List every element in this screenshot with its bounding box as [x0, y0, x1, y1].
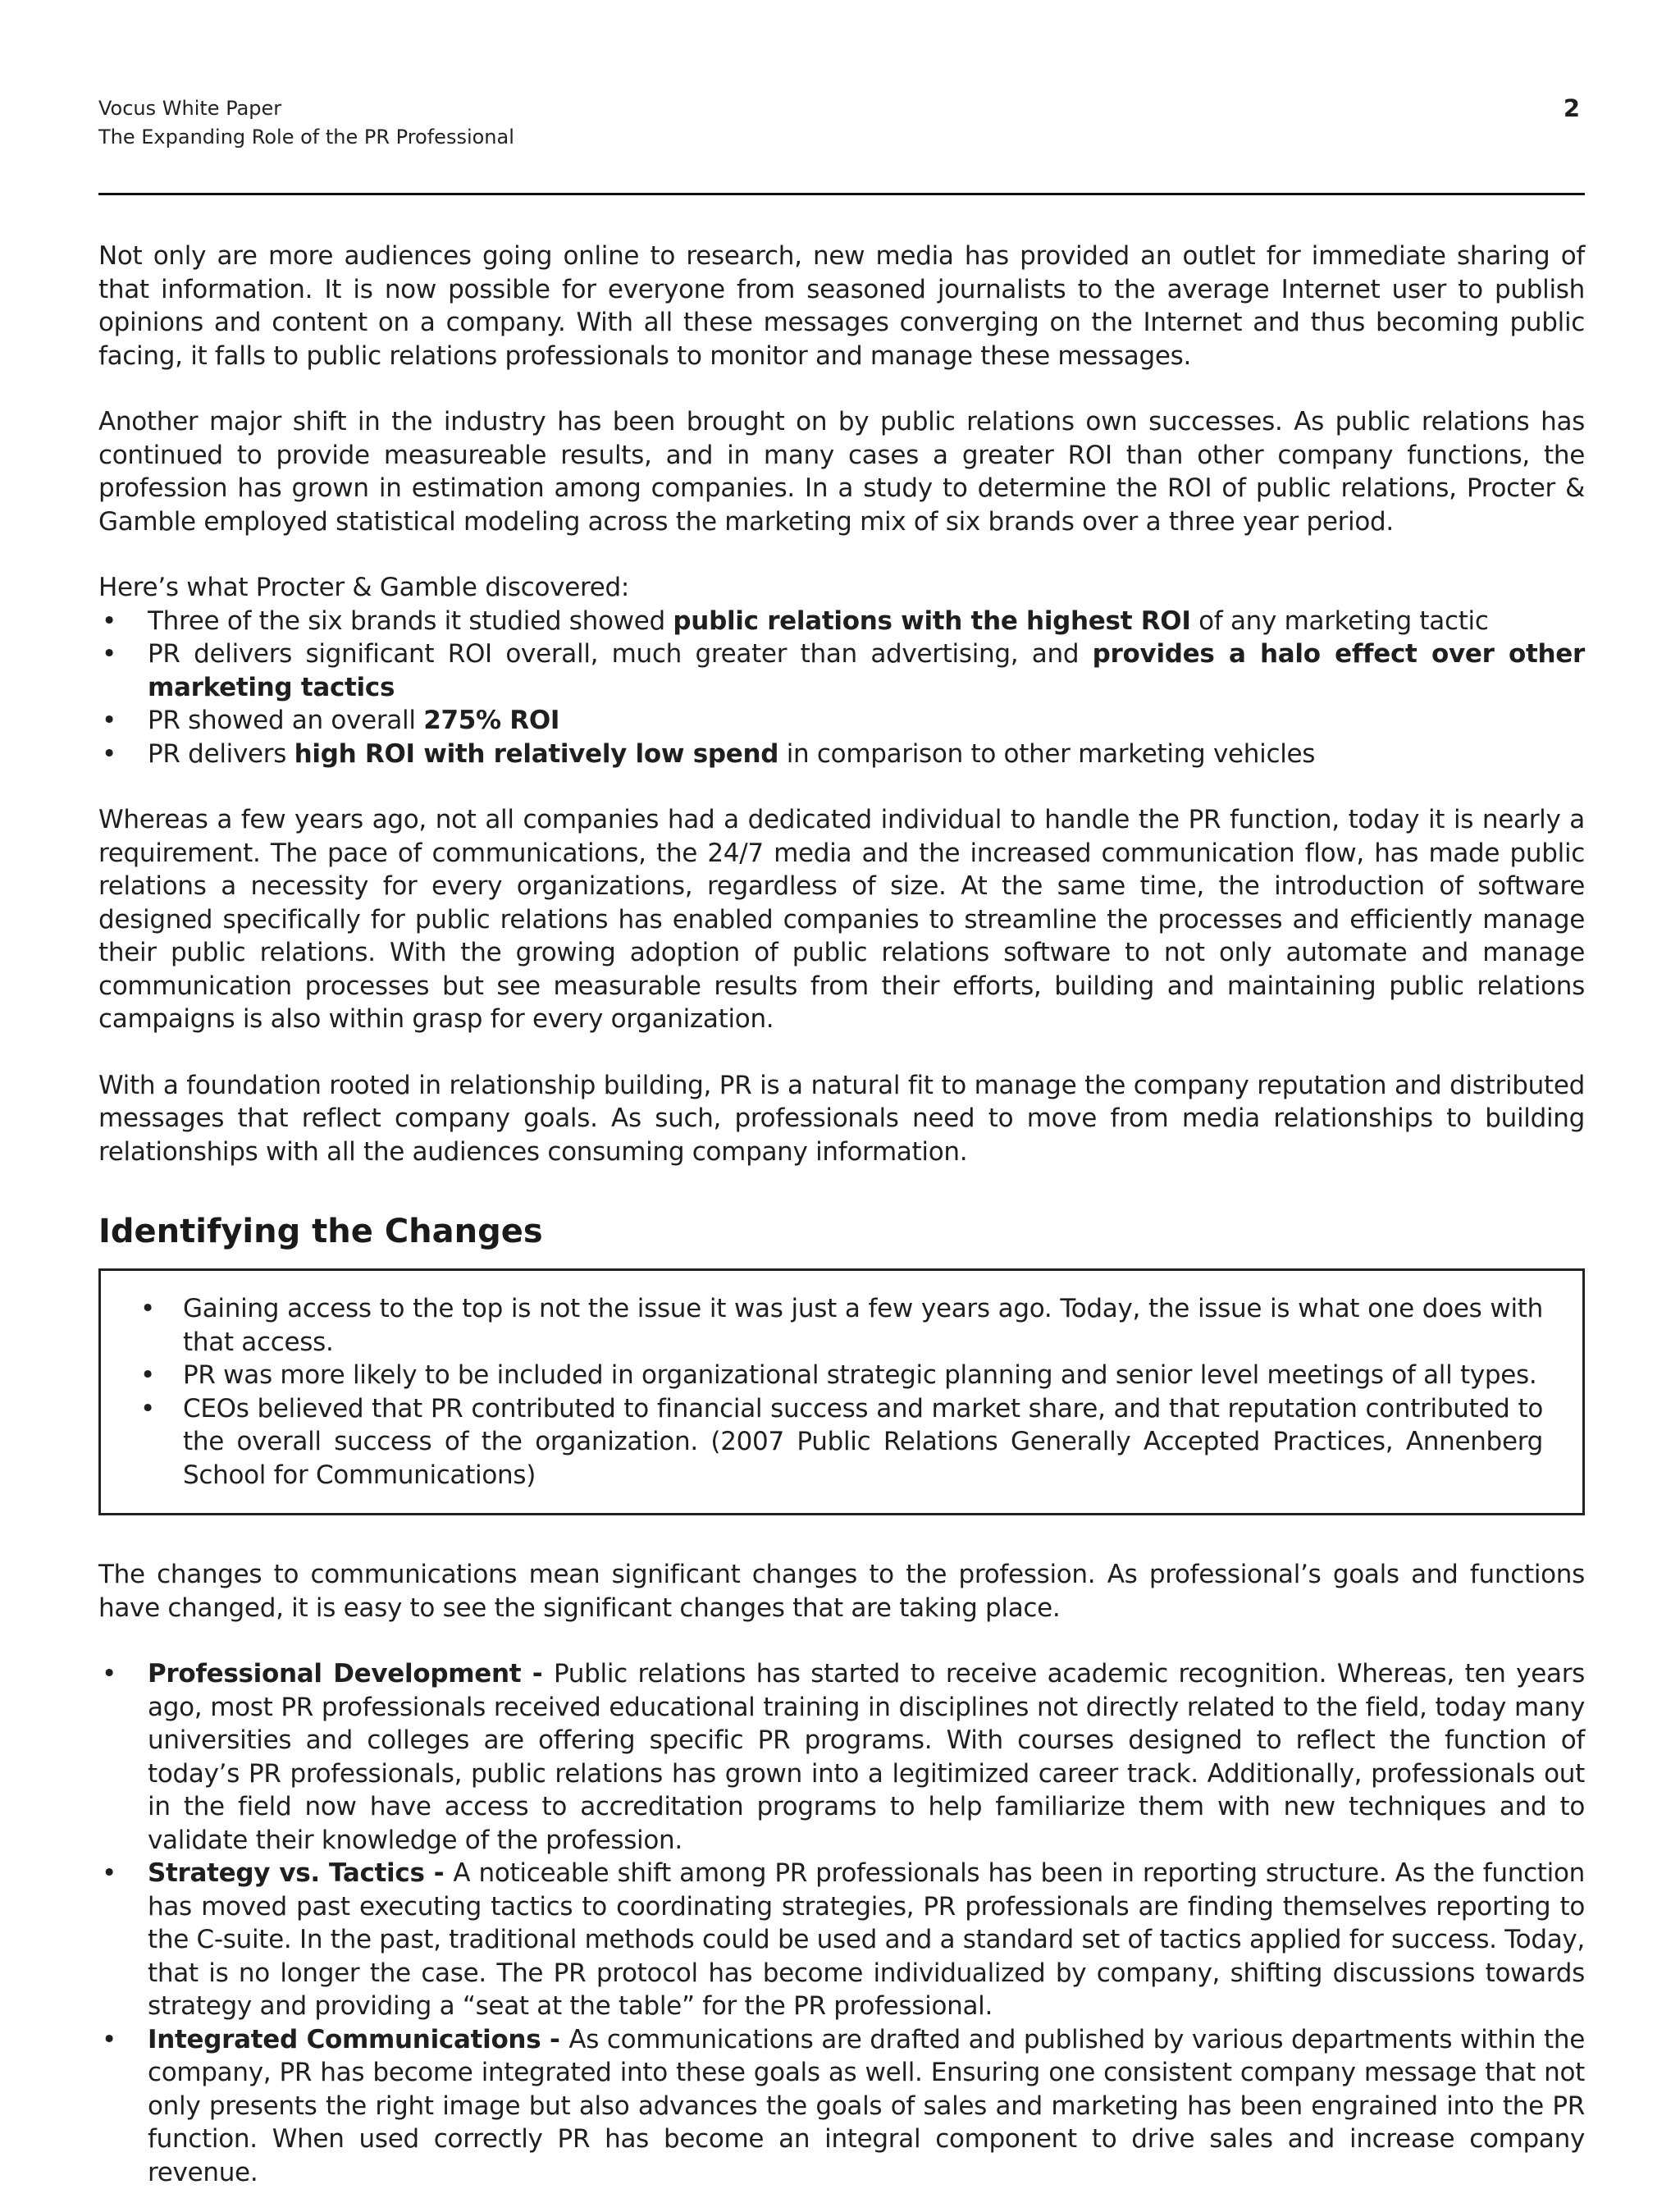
- list-item: • PR was more likely to be included in organizational strategic planning and senior level meetings of all types.: [137, 1359, 1543, 1392]
- list-item: • Gaining access to the top is not the issue it was just a few years ago. Today, the issue is what one does with that access.: [137, 1292, 1543, 1359]
- header-title: The Expanding Role of the PR Professional: [98, 123, 1585, 152]
- list-item: • PR showed an overall 275% ROI: [98, 704, 1585, 738]
- bullet-glyph: •: [102, 2023, 126, 2057]
- paragraph-changes-intro: The changes to communications mean significant changes to the profession. As professional’s goals and functions have changed, it is easy to see the significant changes that are taking place.: [98, 1558, 1585, 1625]
- list-item: • PR delivers high ROI with relatively low spend in comparison to other marketing vehicles: [98, 738, 1585, 771]
- bullet-glyph: •: [102, 1657, 126, 1691]
- bullet-glyph: •: [102, 738, 126, 771]
- header-publication: Vocus White Paper: [98, 94, 1585, 123]
- bullet-glyph: •: [140, 1292, 165, 1326]
- callout-box: [98, 1268, 1585, 1515]
- list-item: • Professional Development - Public relations has started to receive academic recognition. Whereas, ten years ago, most PR professionals received educational training in disciplines not directly related to the field, today many universities and colleges are offering specific PR programs. With courses designed to reflect the function of today’s PR professionals, public relations has grown into a legitimized career track. Additionally, professionals out in the field now have access to accreditation programs to help familiarize them with new techniques and to validate their knowledge of the profession.: [98, 1657, 1585, 1857]
- page-header: [98, 94, 1585, 152]
- paragraph-relationship-building: With a foundation rooted in relationship building, PR is a natural fit to manage the company reputation and distributed messages that reflect company goals. As such, professionals need to move from media relationships to building relationships with all the audiences consuming company information.: [98, 1069, 1585, 1169]
- pg-findings-list: [98, 605, 1585, 771]
- bullet-glyph: •: [102, 704, 126, 738]
- bullet-glyph: •: [102, 605, 126, 638]
- bullet-glyph: •: [140, 1392, 165, 1426]
- page-body: [98, 240, 1585, 2189]
- list-item: • CEOs believed that PR contributed to financial success and market share, and that reputation contributed to the overall success of the organization. (2007 Public Relations Generally Accepted Practices, Annenberg School for Communications): [137, 1392, 1543, 1492]
- section-heading: Identifying the Changes: [98, 1209, 1585, 1254]
- change-title: Integrated Communications -: [148, 2025, 568, 2054]
- bullet-glyph: •: [102, 638, 126, 671]
- list-item: • PR delivers significant ROI overall, much greater than advertising, and provides a halo effect over other marketing tactics: [98, 638, 1585, 704]
- changes-list: [98, 1657, 1585, 2189]
- page-number: 2: [1564, 94, 1580, 122]
- paragraph-dedicated-pr: Whereas a few years ago, not all companies had a dedicated individual to handle the PR function, today it is nearly a requirement. The pace of communications, the 24/7 media and the increased communication flow, has made public relations a necessity for every organizations, regardless of size. At the same time, the introduction of software designed specifically for public relations has enabled companies to streamline the processes and efficiently manage their public relations. With the growing adoption of public relations software to not only automate and manage communication processes but see measurable results from their efforts, building and maintaining public relations campaigns is also within grasp for every organization.: [98, 803, 1585, 1036]
- bullet-glyph: •: [140, 1359, 165, 1392]
- paragraph-pg-intro: Here’s what Procter & Gamble discovered:: [98, 571, 1585, 605]
- change-title: Professional Development -: [148, 1659, 554, 1689]
- header-divider: [98, 193, 1585, 195]
- callout-list: [137, 1292, 1543, 1492]
- change-title: Strategy vs. Tactics -: [148, 1858, 453, 1888]
- paragraph-new-media: Not only are more audiences going online to research, new media has provided an outlet for immediate sharing of that information. It is now possible for everyone from seasoned journalists to the average Internet user to publish opinions and content on a company. With all these messages converging on the Internet and thus becoming public facing, it falls to public relations professionals to monitor and manage these messages.: [98, 240, 1585, 372]
- list-item: • Integrated Communications - As communications are drafted and published by various departments within the company, PR has become integrated into these goals as well. Ensuring one consistent company message that not only presents the right image but also advances the goals of sales and marketing has been engrained into the PR function. When used correctly PR has become an integral component to drive sales and increase company revenue.: [98, 2023, 1585, 2189]
- list-item: • Three of the six brands it studied showed public relations with the highest ROI of any marketing tactic: [98, 605, 1585, 638]
- paragraph-industry-shift: Another major shift in the industry has been brought on by public relations own successes. As public relations has continued to provide measureable results, and in many cases a greater ROI than other company functions, the profession has grown in estimation among companies. In a study to determine the ROI of public relations, Procter & Gamble employed statistical modeling across the marketing mix of six brands over a three year period.: [98, 405, 1585, 538]
- bullet-glyph: •: [102, 1857, 126, 1890]
- list-item: • Strategy vs. Tactics - A noticeable shift among PR professionals has been in reporting structure. As the function has moved past executing tactics to coordinating strategies, PR professionals are finding themselves reporting to the C-suite. In the past, traditional methods could be used and a standard set of tactics applied for success. Today, that is no longer the case. The PR protocol has become individualized by company, shifting discussions towards strategy and providing a “seat at the table” for the PR professional.: [98, 1857, 1585, 2023]
